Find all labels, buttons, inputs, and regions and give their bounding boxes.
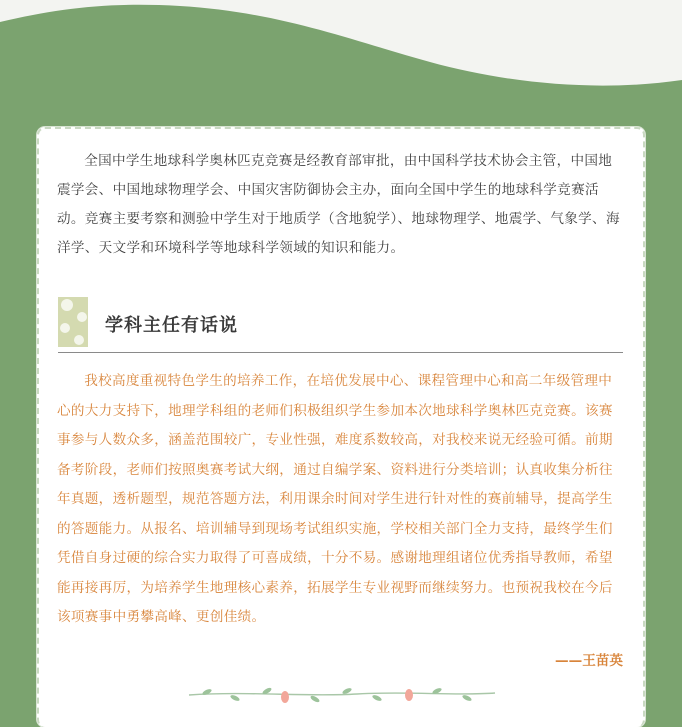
content-card — [37, 127, 645, 727]
dotted-block-icon — [58, 297, 88, 347]
section-header — [58, 297, 623, 353]
intro-paragraph: 全国中学生地球科学奥林匹克竞赛是经教育部审批，由中国科学技术协会主管，中国地震学会、中国地球物理学会、中国灾害防御协会主办，面向全国中学生的地球科学竞赛活动。竞赛主要考察和测验中学生对于地质学（含地貌学）、地球物理学、地震学、气象学、海洋学、天文学和环境科学等地球科学领域的知识和能力。 — [57, 153, 620, 256]
statement-paragraph: 我校高度重视特色学生的培养工作，在培优发展中心、课程管理中心和高二年级管理中心的大力支持下，地理学科组的老师们积极组织学生参加本次地球科学奥林匹克竞赛。该赛事参与人数众多，涵盖范围较广，专业性强，难度系数较高，对我校来说无经验可循。前期备考阶段，老师们按照奥赛考试大纲，通过自编学案、资料进行分类培训；认真收集分析往年真题，透析题型，规范答题方法，利用课余时间对学生进行针对性的赛前辅导，提高学生的答题能力。从报名、培训辅导到现场考试组织实施，学校相关部门全力支持，最终学生们凭借自身过硬的综合实力取得了可喜成绩，十分不易。感谢地理组诸位优秀指导教师，希望能再接再厉，为培养学生地理核心素养，拓展学生专业视野而继续努力。也预祝我校在今后该项赛事中勇攀高峰、更创佳绩。 — [57, 373, 613, 625]
signature: ——王苗英 — [555, 653, 623, 669]
section-divider — [58, 352, 623, 353]
vine-decoration-icon — [187, 683, 497, 707]
top-wave-decoration — [0, 0, 682, 110]
section-title: 学科主任有话说 — [105, 315, 238, 336]
